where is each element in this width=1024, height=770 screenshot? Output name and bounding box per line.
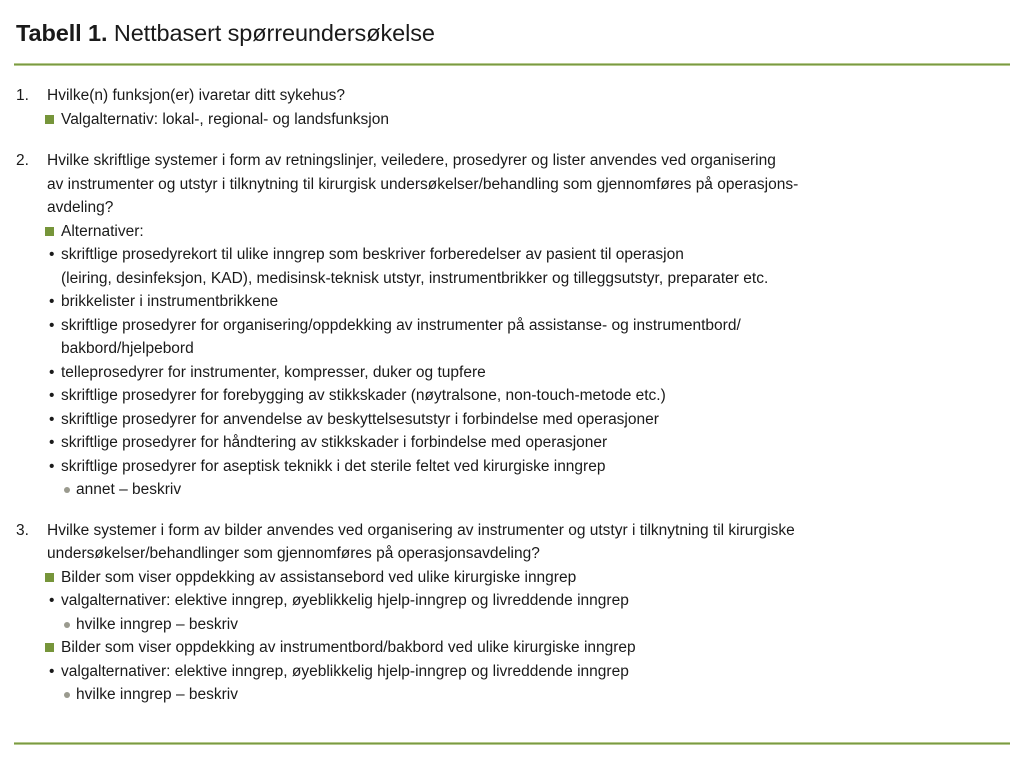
bullet-item (48, 660, 1006, 684)
bullet-item (48, 290, 1006, 314)
option-group-heading (45, 566, 1024, 590)
bullet-text: skriftlige prosedyrer for aseptisk teknikk i det sterile feltet ved kirurgiske inngrep (61, 457, 606, 475)
question-text-line: avdeling? (47, 199, 114, 216)
option-group-heading (45, 636, 1024, 660)
bullet-item (48, 314, 1006, 338)
square-bullet-icon (45, 573, 54, 582)
questionnaire-list (0, 84, 1024, 707)
question-text-line: undersøkelser/behandlinger som gjennomføres på operasjonsavdeling? (47, 545, 540, 562)
question-item-1 (0, 84, 1024, 131)
square-bullet-icon (45, 227, 54, 236)
bullet-item (48, 243, 1006, 267)
sub-bullet-item (63, 613, 1024, 637)
round-bullet-icon: • (49, 410, 55, 428)
option-group-label: Bilder som viser oppdekking av assistansebord ved ulike kirurgiske inngrep (61, 568, 577, 586)
bullet-item (48, 589, 1006, 613)
bullet-text: valgalternativer: elektive inngrep, øyeblikkelig hjelp-inngrep og livreddende inngrep (61, 662, 629, 680)
round-bullet-icon: • (49, 662, 55, 680)
option-group-heading (45, 220, 1024, 244)
round-bullet-icon: • (49, 387, 55, 404)
footer-divider-rule (14, 742, 1010, 745)
bullet-text: telleprosedyrer for instrumenter, kompresser, duker og tupfere (61, 363, 486, 381)
bullet-text: skriftlige prosedyrer for forebygging av stikkskader (nøytralsone, non-touch-metode etc.) (61, 387, 666, 404)
round-bullet-icon: • (49, 293, 55, 310)
question-number: 3. (16, 521, 29, 539)
bullet-text: skriftlige prosedyrer for organisering/oppdekking av instrumenter på assistanse- og instrumentbord/ (61, 316, 741, 334)
page-title (16, 18, 435, 48)
bullet-text: valgalternativer: elektive inngrep, øyeblikkelig hjelp-inngrep og livreddende inngrep (61, 592, 629, 609)
bullet-text: skriftlige prosedyrer for håndtering av stikkskader i forbindelse med operasjoner (61, 434, 608, 451)
round-bullet-icon: • (49, 316, 55, 334)
option-label: Valgalternativ: lokal-, regional- og landsfunksjon (61, 110, 389, 128)
bullet-text: brikkelister i instrumentbrikkene (61, 293, 279, 310)
bullet-item (48, 431, 1006, 455)
sub-bullet-text: hvilke inngrep – beskriv (76, 615, 238, 633)
option-group-label: Alternativer: (61, 222, 144, 240)
sub-bullet-item (63, 478, 1024, 502)
round-bullet-icon: • (49, 457, 55, 475)
round-bullet-icon: • (49, 434, 55, 451)
small-dot-icon (64, 487, 70, 493)
question-item-2 (0, 149, 1024, 502)
title-divider-rule (14, 63, 1010, 66)
page-title-subject: Nettbasert spørreundersøkelse (107, 20, 435, 46)
question-text-line: Hvilke skriftlige systemer i form av retningslinjer, veiledere, prosedyrer og lister anvendes ved organisering (47, 152, 776, 169)
question-text-line: av instrumenter og utstyr i tilknytning til kirurgisk undersøkelser/behandling som gjennomføres på operasjons- (47, 175, 799, 193)
sub-bullet-text: annet – beskriv (76, 481, 182, 498)
page-title-label: Tabell 1. (16, 20, 108, 46)
round-bullet-icon: • (49, 246, 55, 263)
small-dot-icon (64, 622, 70, 628)
question-text: Hvilke(n) funksjon(er) ivaretar ditt sykehus? (47, 87, 346, 104)
square-bullet-icon (45, 643, 54, 652)
question-item-3 (0, 519, 1024, 707)
round-bullet-icon: • (49, 592, 55, 609)
square-bullet-icon (45, 115, 54, 124)
question-number: 1. (16, 87, 29, 104)
round-bullet-icon: • (49, 363, 55, 381)
bullet-text: skriftlige prosedyrekort til ulike inngrep som beskriver forberedelser av pasient til operasjon (61, 246, 684, 263)
sub-bullet-text: hvilke inngrep – beskriv (76, 686, 238, 703)
bullet-item (48, 361, 1006, 385)
question-text-line: Hvilke systemer i form av bilder anvendes ved organisering av instrumenter og utstyr i tilknytning til kirurgiske (47, 521, 795, 539)
option-group-label: Bilder som viser oppdekking av instrumentbord/bakbord ved ulike kirurgiske inngrep (61, 639, 636, 656)
bullet-continuation: (leiring, desinfeksjon, KAD), medisinsk-teknisk utstyr, instrumentbrikker og tilleggsutstyr, preparater etc. (61, 269, 769, 287)
question-number: 2. (16, 152, 29, 169)
bullet-text: skriftlige prosedyrer for anvendelse av beskyttelsesutstyr i forbindelse med operasjoner (61, 410, 659, 428)
sub-bullet-item (63, 683, 1024, 707)
bullet-continuation: bakbord/hjelpebord (61, 340, 194, 357)
bullet-item (48, 455, 1006, 479)
small-dot-icon (64, 692, 70, 698)
option-row (45, 108, 1024, 132)
bullet-item (48, 384, 1006, 408)
bullet-item (48, 408, 1006, 432)
